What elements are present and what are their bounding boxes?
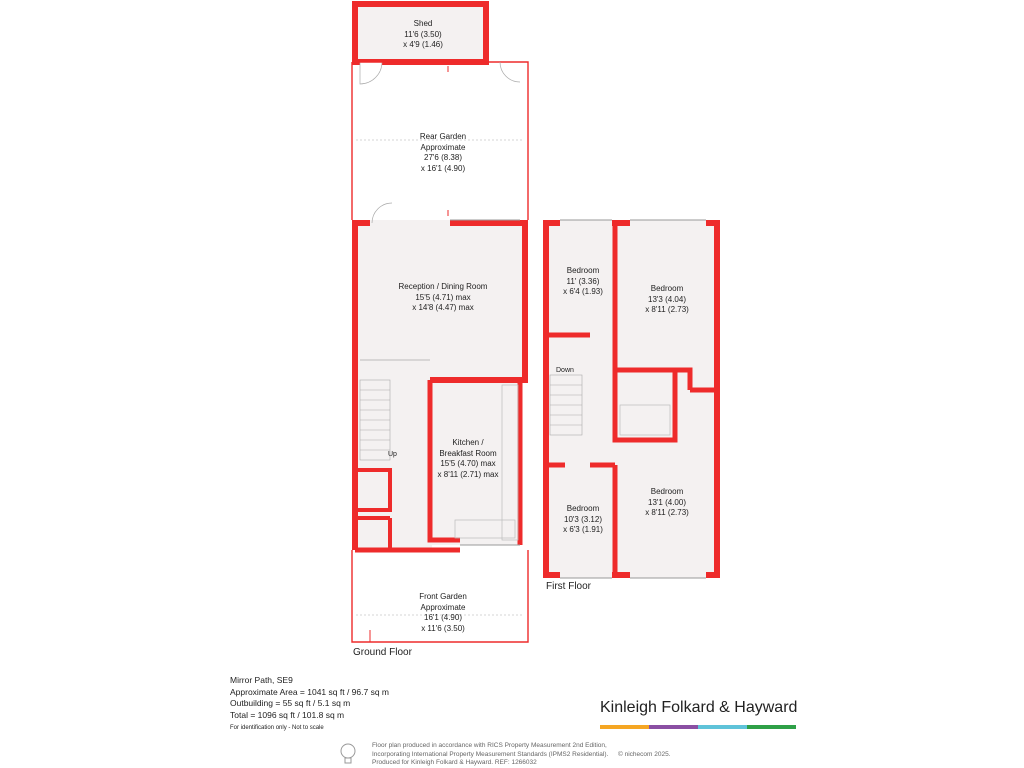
bedroom1-name: Bedroom bbox=[566, 266, 600, 275]
kitchen-dim1: 15'5 (4.70) max bbox=[440, 459, 496, 468]
total-area: Total = 1096 sq ft / 101.8 sq m bbox=[230, 709, 345, 720]
legal-line2: Incorporating International Property Measurement Standards (IPMS2 Residential). bbox=[372, 750, 609, 758]
disclaimer: For identification only - Not to scale bbox=[230, 725, 324, 731]
front-garden-label bbox=[400, 592, 486, 634]
bedroom2-dim1: 13'3 (4.04) bbox=[648, 294, 686, 304]
bedroom4-name: Bedroom bbox=[566, 504, 600, 513]
legal-line3: Produced for Kinleigh Folkard & Hayward. REF: 1266032 bbox=[372, 759, 537, 766]
kitchen-name: Kitchen / bbox=[452, 438, 484, 447]
brand-color-bar bbox=[600, 725, 796, 729]
front-garden-name: Front Garden bbox=[419, 592, 467, 601]
rear-garden-note: Approximate bbox=[420, 142, 466, 152]
approximate-area: Approximate Area = 1041 sq ft / 96.7 sq m bbox=[230, 686, 389, 697]
bedroom2-dim2: x 8'11 (2.73) bbox=[645, 305, 689, 314]
brand-bar-cyan bbox=[698, 725, 747, 729]
bedroom1-dim1: 11' (3.36) bbox=[566, 276, 600, 286]
front-garden-note: Approximate bbox=[420, 602, 466, 612]
rear-garden-label bbox=[400, 132, 486, 174]
shed-label bbox=[385, 19, 461, 51]
property-info bbox=[230, 675, 389, 735]
kitchen-dim2: x 8'11 (2.71) max bbox=[437, 469, 499, 479]
rear-garden-dim1: 27'6 (8.38) bbox=[424, 153, 462, 162]
shed-door-swing bbox=[360, 62, 382, 84]
rear-garden-name: Rear Garden bbox=[419, 132, 467, 141]
stairs-down-label: Down bbox=[556, 367, 574, 374]
bedroom2-label bbox=[632, 284, 702, 316]
bedroom4-label bbox=[552, 504, 614, 536]
brand-bar-orange bbox=[600, 725, 649, 729]
brand-bar-purple bbox=[649, 725, 698, 729]
legal-notice bbox=[372, 742, 608, 768]
shed-dim2: x 4'9 (1.46) bbox=[403, 40, 443, 49]
bedroom3-dim1: 13'1 (4.00) bbox=[648, 497, 686, 507]
shed-name: Shed bbox=[413, 19, 433, 28]
front-garden-dim2: x 11'6 (3.50) bbox=[421, 623, 465, 633]
rear-garden-dim2: x 16'1 (4.90) bbox=[420, 163, 466, 173]
legal-line1: Floor plan produced in accordance with RICS Property Measurement 2nd Edition, bbox=[372, 742, 607, 749]
bedroom2-name: Bedroom bbox=[650, 284, 684, 293]
bedroom3-dim2: x 8'11 (2.73) bbox=[645, 508, 689, 517]
bedroom4-dim2: x 6'3 (1.91) bbox=[563, 525, 603, 534]
kitchen-label bbox=[425, 438, 511, 480]
kitchen-name2: Breakfast Room bbox=[439, 448, 497, 458]
bedroom1-dim2: x 6'4 (1.93) bbox=[563, 287, 603, 296]
rear-garden-gate bbox=[500, 62, 520, 82]
bedroom1-label bbox=[550, 266, 616, 298]
reception-name: Reception / Dining Room bbox=[398, 282, 488, 291]
front-garden-dim1: 16'1 (4.90) bbox=[424, 613, 462, 622]
copyright: © nichecom 2025. bbox=[618, 751, 671, 758]
stairs-up-label: Up bbox=[388, 451, 397, 458]
bedroom4-dim1: 10'3 (3.12) bbox=[564, 514, 602, 524]
lightbulb-icon bbox=[338, 742, 358, 766]
reception-label bbox=[380, 282, 506, 314]
brand-logo-text: Kinleigh Folkard & Hayward bbox=[600, 699, 798, 716]
first-floor-title: First Floor bbox=[546, 581, 591, 592]
address: Mirror Path, SE9 bbox=[230, 675, 293, 685]
reception-dim2: x 14'8 (4.47) max bbox=[412, 303, 474, 312]
bedroom3-label bbox=[632, 487, 702, 519]
reception-dim1: 15'5 (4.71) max bbox=[415, 292, 471, 302]
outbuilding-area: Outbuilding = 55 sq ft / 5.1 sq m bbox=[230, 698, 351, 708]
ground-floor-title: Ground Floor bbox=[353, 647, 412, 658]
shed-dim1: 11'6 (3.50) bbox=[404, 29, 442, 39]
brand-bar-green bbox=[747, 725, 796, 729]
bedroom3-name: Bedroom bbox=[650, 487, 684, 496]
